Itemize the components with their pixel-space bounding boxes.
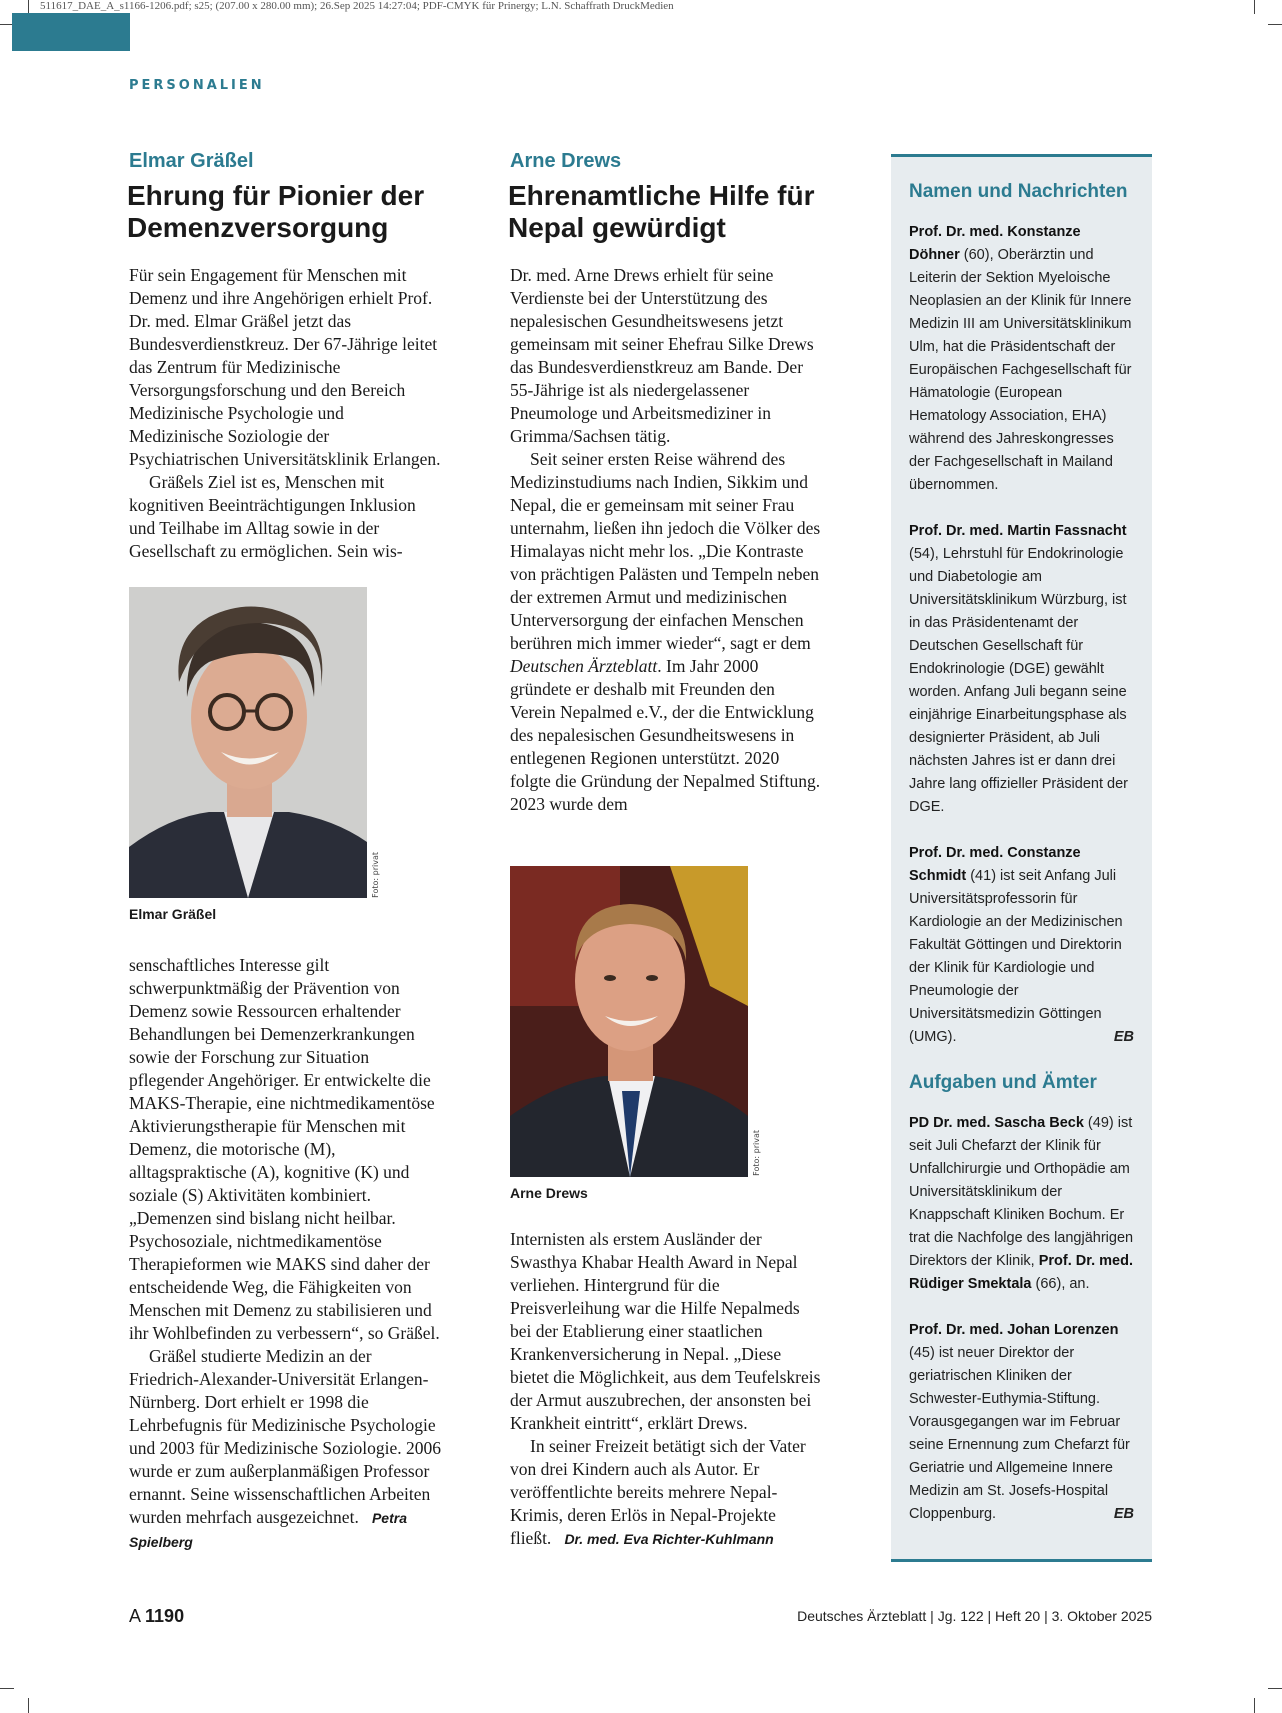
article2-author: Dr. med. Eva Richter-Kuhlmann xyxy=(564,1531,774,1547)
sidebar-item: Prof. Dr. med. Martin Fassnacht (54), Lehrstuhl für Endokrinologie und Diabetologie am Universitätsklinikum Würzburg, ist in das Präsidentenamt der Deutschen Gesellschaft für Endokrinologie (DGE) gewählt worden. Anfang Juli begann seine einjährige Einarbeitungsphase als designierter Präsident, ab Juli nächsten Jahres ist er dann drei Jahre lang offizieller Präsident der DGE. xyxy=(909,523,1128,815)
sidebar-signature: EB xyxy=(1113,1506,1134,1522)
elmar-graessel-photo xyxy=(129,587,367,898)
crop-mark xyxy=(1254,0,1255,14)
article2-photo-credit: Foto: privat xyxy=(752,1130,761,1176)
article1-caption: Elmar Gräßel xyxy=(129,906,217,922)
article2-caption: Arne Drews xyxy=(510,1185,588,1201)
article2-para2b: Internisten als erstem Ausländer der Swasthya Khabar Health Award in Nepal verliehen. Hintergrund für die Preisverleihung war die Hilfe Nepalmeds bei der Etablierung einer staatlichen Krankenversicherung in Nepal. „Diese bietet die Möglichkeit, aus dem Teufelskreis der Armut auszubrechen, der ansonsten bei Krankheit eintritt“, erklärt Drews. xyxy=(510,1229,821,1433)
article1-headline: Ehrung für Pionier der Demenzversorgung xyxy=(127,180,425,243)
sidebar-head-tasks: Aufgaben und Ämter xyxy=(909,1072,1097,1093)
crop-mark xyxy=(1268,24,1282,25)
crop-mark xyxy=(28,0,29,14)
sidebar-names-list xyxy=(909,221,1134,1049)
article1-author: Petra Spielberg xyxy=(129,1510,407,1550)
portrait-image xyxy=(510,866,748,1177)
sidebar-item: Prof. Dr. med. Konstanze Döhner (60), Oberärztin und Leiterin der Sektion Myeloische Neoplasien an der Klinik für Innere Medizin III am Universitätsklinikum Ulm, hat die Präsidentschaft der Europäischen Fachgesellschaft für Hämatologie (European Hematology Association, EHA) während des Jahreskongresses der Fachgesellschaft in Mailand übernommen. xyxy=(909,224,1132,493)
article1-para1: Für sein Engagement für Menschen mit Demenz und ihre Angehörigen erhielt Prof. Dr. med. Elmar Gräßel jetzt das Bundesverdienstkreuz. Der 67-Jährige leitet das Zentrum für Medizinische Versorgungsforschung und den Bereich Medizinische Psychologie und Medizinische Soziologie der Psychiatrischen Universitätsklinik Erlangen. xyxy=(129,265,441,469)
sidebar-item: Prof. Dr. med. Constanze Schmidt (41) ist seit Anfang Juli Universitätsprofessorin für Kardiologie an der Medizinischen Fakultät Göttingen und Direktorin der Klinik für Kardiologie und Pneumologie der Universitätsmedizin Göttingen (UMG). EB xyxy=(909,842,1134,1049)
crop-mark xyxy=(28,1698,29,1713)
article2-body-top xyxy=(510,264,823,816)
article2-body-bottom xyxy=(510,1228,823,1551)
portrait-image xyxy=(129,587,367,898)
article2-kicker: Arne Drews xyxy=(510,150,622,172)
article2-para3: In seiner Freizeit betätigt sich der Vater von drei Kindern auch als Autor. Er veröffentlichte bereits mehrere Nepal-Krimis, deren Erlös in Nepal-Projekte fließt. Dr. med. Eva Richter-Kuhlmann xyxy=(510,1436,806,1548)
sidebar-signature: EB xyxy=(1113,1029,1134,1045)
sidebar-item: Prof. Dr. med. Johan Lorenzen (45) ist neuer Direktor der geriatrischen Kliniken der Schwester-Euthymia-Stiftung. Vorausgegangen war im Februar seine Ernennung zum Chefarzt für Geriatrie und Allgemeine Innere Medizin am St. Josefs-Hospital Cloppenburg. EB xyxy=(909,1319,1134,1526)
sidebar-item: PD Dr. med. Sascha Beck (49) ist seit Juli Chefarzt der Klinik für Unfallchirurgie und Orthopädie am Universitätsklinikum der Knappschaft Kliniken Bochum. Er trat die Nachfolge des langjährigen Direktors der Klinik, Prof. Dr. med. Rüdiger Smektala (66), an. xyxy=(909,1115,1134,1292)
crop-mark xyxy=(1254,1698,1255,1713)
section-label: PERSONALIEN xyxy=(129,78,265,93)
article2-para1: Dr. med. Arne Drews erhielt für seine Verdienste bei der Unterstützung des nepalesischen Gesundheitswesens jetzt gemeinsam mit seiner Ehefrau Silke Drews das Bundesverdienstkreuz am Bande. Der 55-Jährige ist als niedergelassener Pneumologe und Arbeitsmediziner in Grimma/Sachsen tätig. xyxy=(510,265,814,446)
sidebar-head-names: Namen und Nachrichten xyxy=(909,181,1128,202)
journal-info: Deutsches Ärzteblatt | Jg. 122 | Heft 20 | 3. Oktober 2025 xyxy=(797,1608,1152,1624)
article1-photo-credit: Foto: privat xyxy=(371,852,380,898)
print-info: 511617_DAE_A_s1166-1206.pdf; s25; (207.00 x 280.00 mm); 26.Sep 2025 14:27:04; PDF-CMYK für Prinergy; L.N. Schaffrath DruckMedien xyxy=(40,0,674,12)
page-number: A 1190 xyxy=(129,1606,185,1626)
article1-body-top xyxy=(129,264,442,563)
article1-body-bottom xyxy=(129,954,442,1554)
article1-para2a: Gräßels Ziel ist es, Menschen mit kognitiven Beeinträchtigungen Inklusion und Teilhabe im Alltag sowie in der Gesellschaft zu ermöglichen. Sein wis- xyxy=(129,472,416,561)
sidebar-tasks-list xyxy=(909,1112,1134,1526)
section-tab xyxy=(12,13,130,51)
article2-para2: Seit seiner ersten Reise während des Medizinstudiums nach Indien, Sikkim und Nepal, die er gemeinsam mit seiner Frau unternahm, ließen ihn jedoch die Völker des Himalayas nicht mehr los. „Die Kontraste von prächtigen Palästen und Tempeln neben der extremen Armut und medizinischen Unterversorgung der einfachen Menschen berühren mich immer wieder“, sagt er dem Deutschen Ärzteblatt. Im Jahr 2000 gründete er deshalb mit Freunden den Verein Nepalmed e.V., der die Entwicklung des nepalesischen Gesundheitswesens in entlegenen Regionen unterstützt. 2020 folgte die Gründung der Nepalmed Stiftung. 2023 wurde dem xyxy=(510,449,821,814)
arne-drews-photo xyxy=(510,866,748,1177)
crop-mark xyxy=(1268,1688,1282,1689)
sidebar-box xyxy=(891,154,1152,1562)
article2-headline: Ehrenamtliche Hilfe für Nepal gewürdigt xyxy=(508,180,815,243)
article1-kicker: Elmar Gräßel xyxy=(129,150,254,172)
crop-mark xyxy=(0,1688,14,1689)
article1-para2b: senschaftliches Interesse gilt schwerpunktmäßig der Prävention von Demenz sowie Ressourcen erhaltender Behandlungen bei Demenzerkrankungen sowie der Forschung zur Situation pflegender Angehöriger. Er entwickelte die MAKS-Therapie, eine nichtmedikamentöse Aktivierungstherapie für Menschen mit Demenz, die motorische (M), alltagspraktische (A), kognitive (K) und soziale (S) Aktivitäten kombiniert. „Demenzen sind bislang nicht heilbar. Psychosoziale, nichtmedikamentöse Therapieformen wie MAKS sind daher der entscheidende Weg, die Fähigkeiten von Menschen mit Demenz zu stabilisieren und ihr Wohlbefinden zu verbessern“, so Gräßel. xyxy=(129,955,440,1343)
article1-para3: Gräßel studierte Medizin an der Friedrich-Alexander-Universität Erlangen-Nürnberg. Dort erhielt er 1998 die Lehrbefugnis für Medizinische Psychologie und 2003 für Medizinische Soziologie. 2006 wurde er zum außerplanmäßigen Professor ernannt. Seine wissenschaftlichen Arbeiten wurden mehrfach ausgezeichnet. Petra Spielberg xyxy=(129,1346,442,1550)
